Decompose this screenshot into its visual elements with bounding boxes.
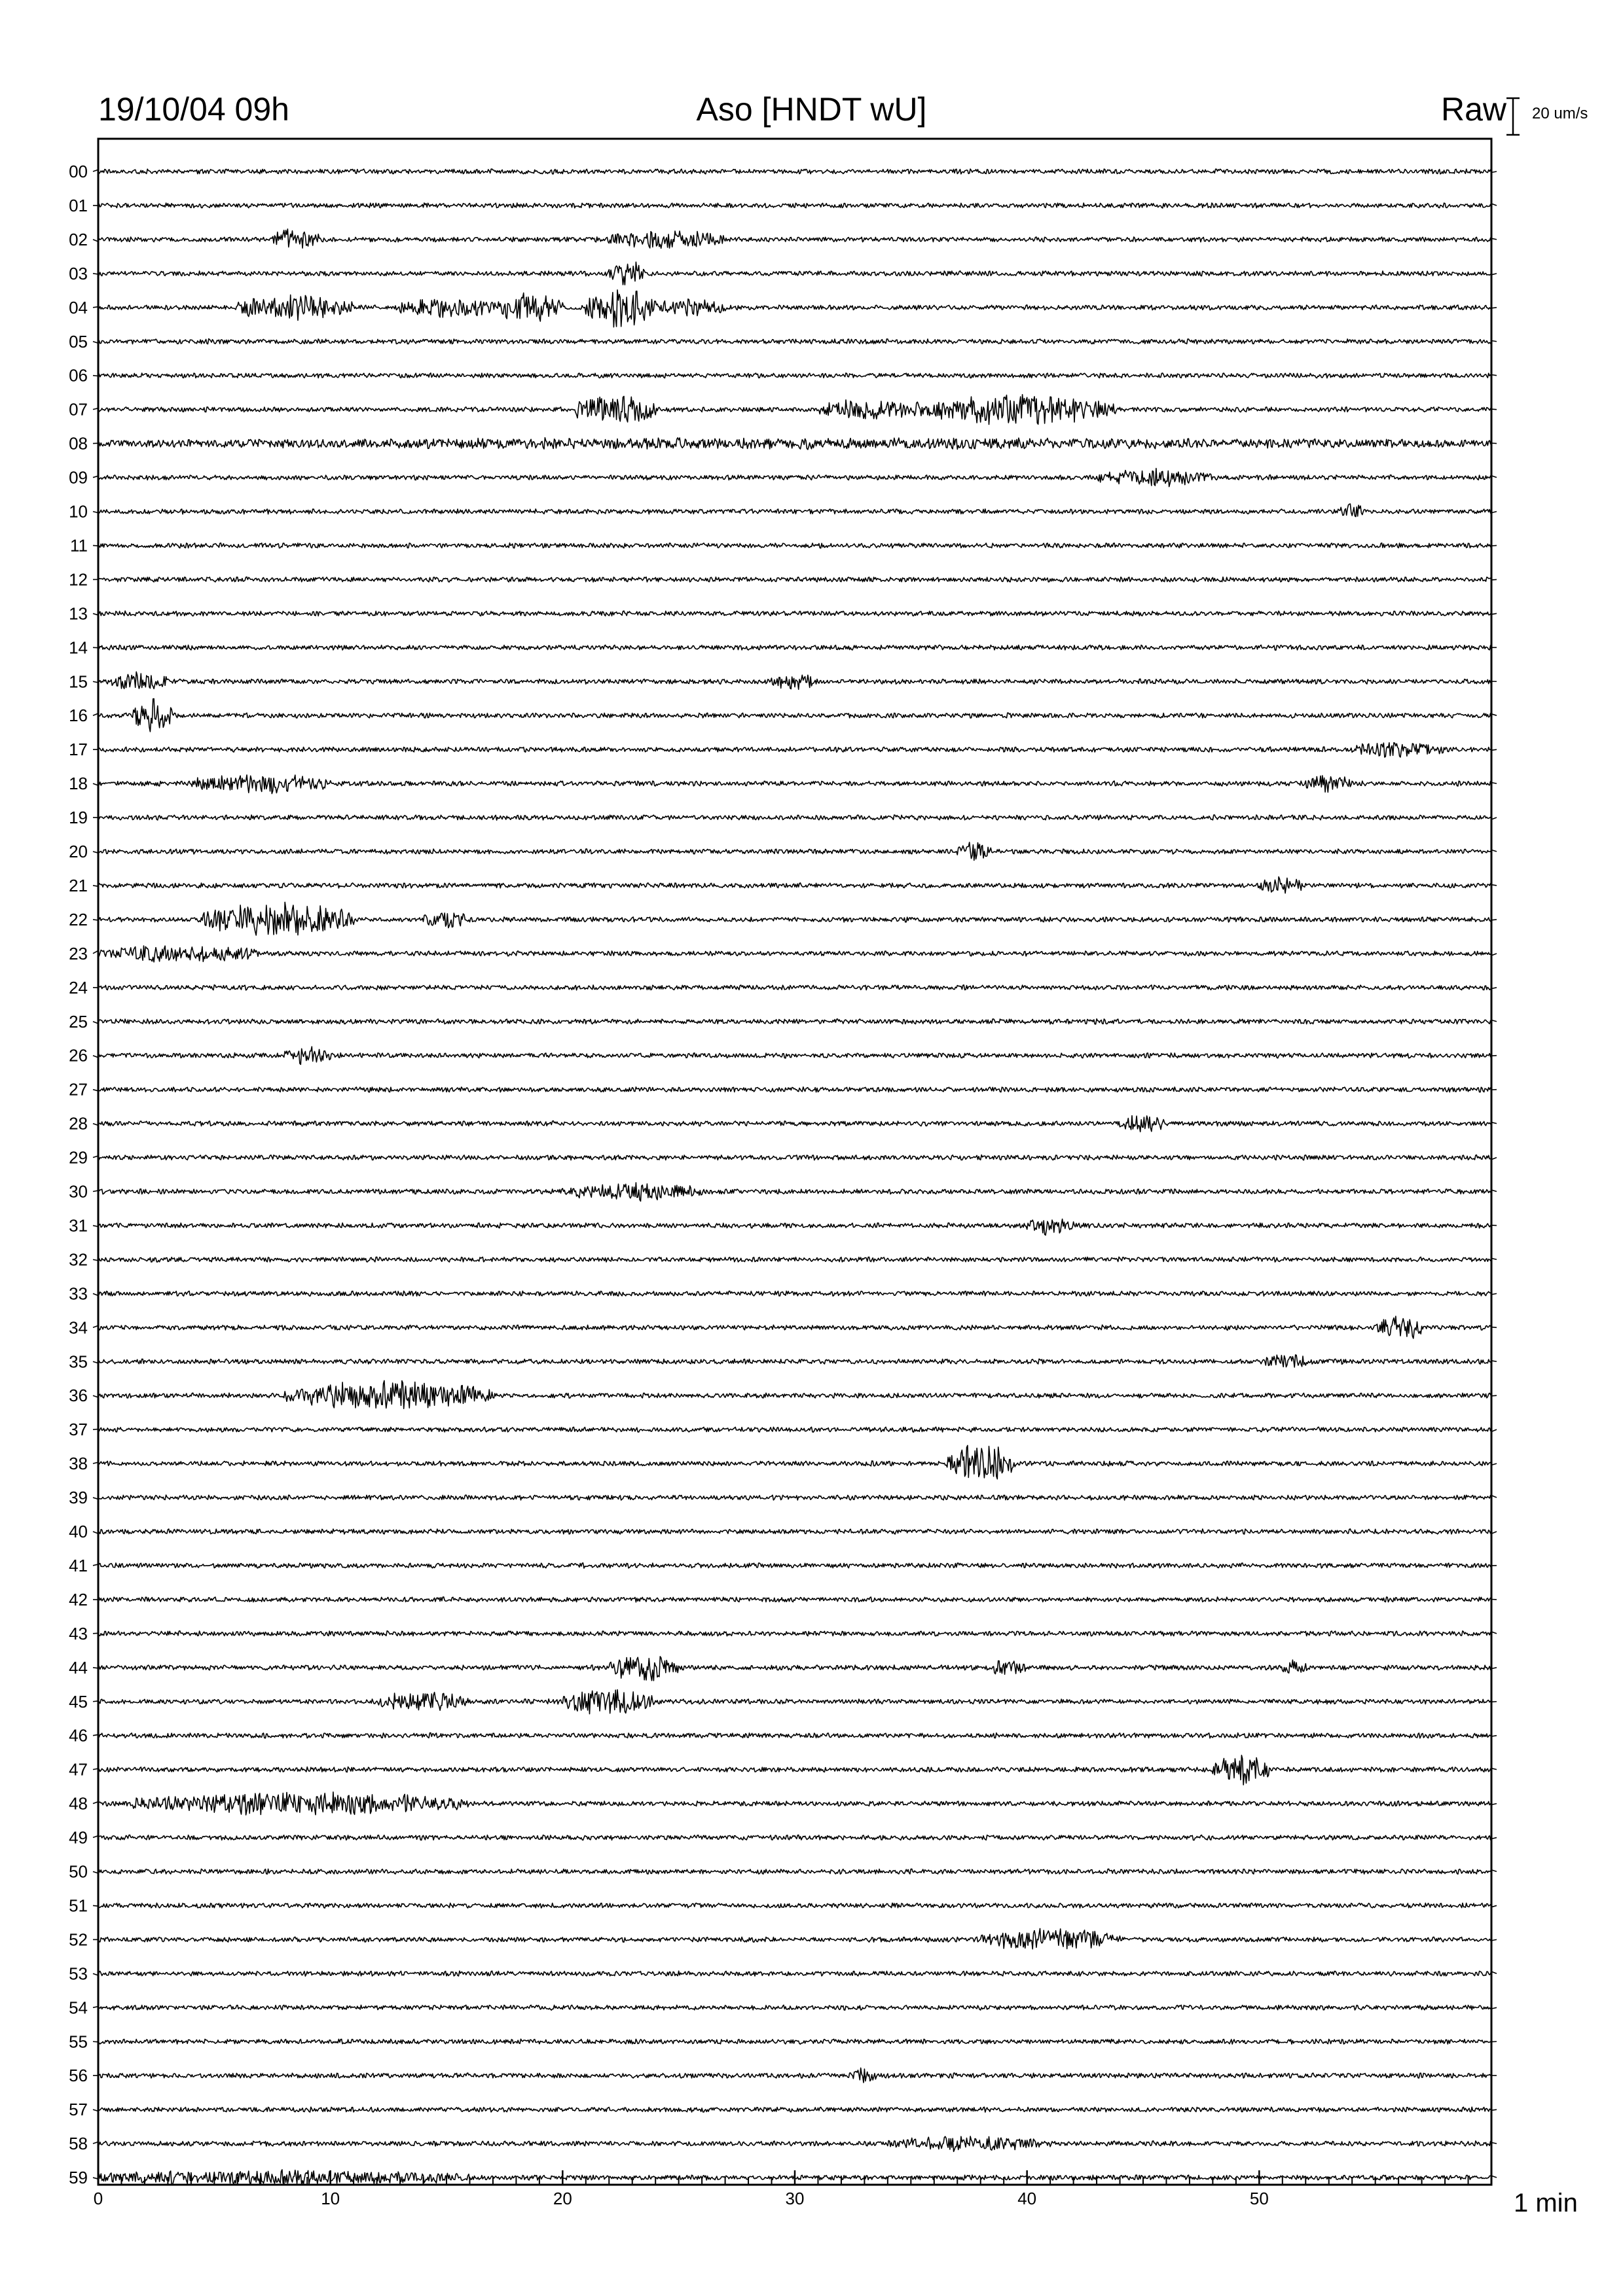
- row-label-14: 14: [69, 637, 88, 658]
- row-label-43: 43: [69, 1623, 88, 1643]
- trace-row-04: [93, 290, 1497, 327]
- row-label-48: 48: [69, 1793, 88, 1814]
- row-label-38: 38: [69, 1454, 88, 1474]
- x-tick-label: 0: [93, 2189, 103, 2208]
- row-label-12: 12: [69, 569, 88, 590]
- date-hour-label: 19/10/04 09h: [98, 91, 289, 128]
- trace-row-33: [93, 1291, 1497, 1297]
- trace-row-17: [93, 743, 1497, 757]
- trace-row-31: [93, 1219, 1497, 1236]
- trace-row-43: [93, 1631, 1497, 1636]
- row-label-55: 55: [69, 2032, 88, 2052]
- trace-row-26: [93, 1047, 1497, 1064]
- trace-row-29: [93, 1155, 1497, 1160]
- row-label-33: 33: [69, 1283, 88, 1304]
- row-label-50: 50: [69, 1861, 88, 1882]
- row-label-47: 47: [69, 1759, 88, 1780]
- row-label-57: 57: [69, 2100, 88, 2120]
- trace-row-20: [93, 842, 1497, 861]
- row-label-06: 06: [69, 365, 88, 386]
- x-tick-label: 50: [1249, 2189, 1269, 2208]
- row-label-40: 40: [69, 1522, 88, 1541]
- row-label-46: 46: [69, 1725, 88, 1746]
- x-tick-label: 10: [321, 2189, 340, 2208]
- trace-row-02: [93, 229, 1497, 248]
- trace-row-51: [93, 1903, 1497, 1909]
- row-label-32: 32: [69, 1249, 88, 1270]
- row-label-34: 34: [69, 1318, 88, 1338]
- trace-row-07: [93, 395, 1497, 425]
- trace-row-15: [93, 672, 1497, 689]
- trace-row-22: [93, 902, 1497, 935]
- row-label-27: 27: [69, 1079, 88, 1100]
- row-label-23: 23: [69, 943, 88, 963]
- row-label-08: 08: [69, 433, 88, 454]
- trace-row-09: [93, 469, 1497, 487]
- row-label-39: 39: [69, 1488, 88, 1508]
- amplitude-scale-label: 20 um/s: [1532, 105, 1588, 122]
- trace-row-00: [93, 169, 1497, 174]
- trace-row-03: [93, 262, 1497, 285]
- row-label-19: 19: [69, 808, 88, 828]
- row-label-15: 15: [69, 672, 88, 692]
- trace-row-24: [93, 985, 1497, 990]
- time-unit-label: 1 min: [1514, 2189, 1578, 2217]
- trace-row-05: [93, 339, 1497, 344]
- row-label-29: 29: [69, 1147, 88, 1168]
- row-label-58: 58: [69, 2134, 88, 2154]
- row-label-44: 44: [69, 1657, 88, 1677]
- row-label-42: 42: [69, 1589, 88, 1609]
- row-label-01: 01: [69, 195, 88, 215]
- row-label-16: 16: [69, 706, 88, 726]
- row-label-13: 13: [69, 603, 88, 624]
- trace-row-49: [93, 1835, 1497, 1840]
- row-label-59: 59: [69, 2168, 88, 2188]
- trace-row-06: [93, 373, 1497, 378]
- trace-row-27: [93, 1087, 1497, 1092]
- trace-row-56: [93, 2068, 1497, 2083]
- x-tick-label: 40: [1017, 2189, 1037, 2208]
- x-tick-label: 20: [553, 2189, 572, 2208]
- trace-row-12: [93, 577, 1497, 583]
- trace-row-35: [93, 1355, 1497, 1367]
- x-tick-label: 30: [785, 2189, 805, 2208]
- trace-row-18: [93, 775, 1497, 794]
- row-label-26: 26: [69, 1045, 88, 1066]
- row-label-41: 41: [69, 1555, 88, 1575]
- trace-row-34: [93, 1316, 1497, 1338]
- trace-row-46: [93, 1733, 1497, 1738]
- row-label-03: 03: [69, 263, 88, 283]
- trace-row-42: [93, 1597, 1497, 1602]
- trace-row-25: [93, 1019, 1497, 1024]
- row-label-36: 36: [69, 1386, 88, 1406]
- row-label-51: 51: [69, 1895, 88, 1916]
- mode-label: Raw: [1440, 91, 1506, 128]
- row-label-07: 07: [69, 399, 88, 420]
- trace-row-19: [93, 815, 1497, 820]
- trace-row-11: [93, 543, 1497, 548]
- trace-row-13: [93, 611, 1497, 616]
- trace-row-45: [93, 1690, 1497, 1714]
- row-label-02: 02: [69, 229, 88, 249]
- row-label-04: 04: [69, 297, 88, 317]
- trace-row-39: [93, 1495, 1497, 1500]
- trace-row-57: [93, 2107, 1497, 2112]
- trace-row-38: [93, 1445, 1497, 1479]
- trace-row-16: [93, 699, 1497, 732]
- row-label-35: 35: [69, 1352, 88, 1372]
- row-label-21: 21: [69, 875, 88, 895]
- trace-row-10: [93, 504, 1497, 517]
- trace-row-41: [93, 1563, 1497, 1568]
- trace-row-30: [93, 1183, 1497, 1201]
- row-label-52: 52: [69, 1929, 88, 1950]
- trace-row-55: [93, 2039, 1497, 2044]
- trace-row-01: [93, 203, 1497, 208]
- row-label-30: 30: [69, 1181, 88, 1202]
- trace-row-44: [93, 1657, 1497, 1681]
- trace-row-58: [93, 2136, 1497, 2151]
- row-label-28: 28: [69, 1113, 88, 1134]
- trace-row-23: [93, 946, 1497, 962]
- row-label-11: 11: [70, 535, 88, 556]
- row-label-45: 45: [69, 1691, 88, 1712]
- row-label-37: 37: [69, 1420, 88, 1440]
- trace-row-47: [93, 1755, 1497, 1785]
- row-label-25: 25: [69, 1011, 88, 1031]
- trace-row-53: [93, 1971, 1497, 1976]
- row-label-53: 53: [69, 1964, 88, 1984]
- row-label-05: 05: [69, 331, 88, 351]
- trace-row-37: [93, 1427, 1497, 1432]
- trace-row-48: [93, 1792, 1497, 1815]
- trace-row-54: [93, 2005, 1497, 2011]
- row-label-56: 56: [69, 2066, 88, 2086]
- row-label-17: 17: [69, 740, 88, 760]
- trace-row-40: [93, 1529, 1497, 1534]
- row-label-24: 24: [69, 977, 88, 997]
- trace-row-28: [93, 1116, 1497, 1132]
- row-label-49: 49: [69, 1827, 88, 1848]
- row-label-20: 20: [69, 842, 88, 861]
- trace-row-36: [93, 1380, 1497, 1408]
- trace-row-14: [93, 645, 1497, 650]
- trace-row-50: [93, 1869, 1497, 1874]
- row-label-22: 22: [69, 909, 88, 929]
- row-label-00: 00: [69, 162, 88, 181]
- trace-row-08: [93, 438, 1497, 450]
- trace-row-32: [93, 1257, 1497, 1262]
- station-title: Aso [HNDT wU]: [696, 91, 927, 128]
- row-label-10: 10: [69, 501, 88, 522]
- row-label-54: 54: [69, 1998, 88, 2018]
- row-label-31: 31: [69, 1215, 88, 1236]
- trace-row-21: [93, 877, 1497, 893]
- row-label-18: 18: [69, 774, 88, 794]
- trace-row-52: [93, 1929, 1497, 1949]
- row-label-09: 09: [69, 467, 88, 488]
